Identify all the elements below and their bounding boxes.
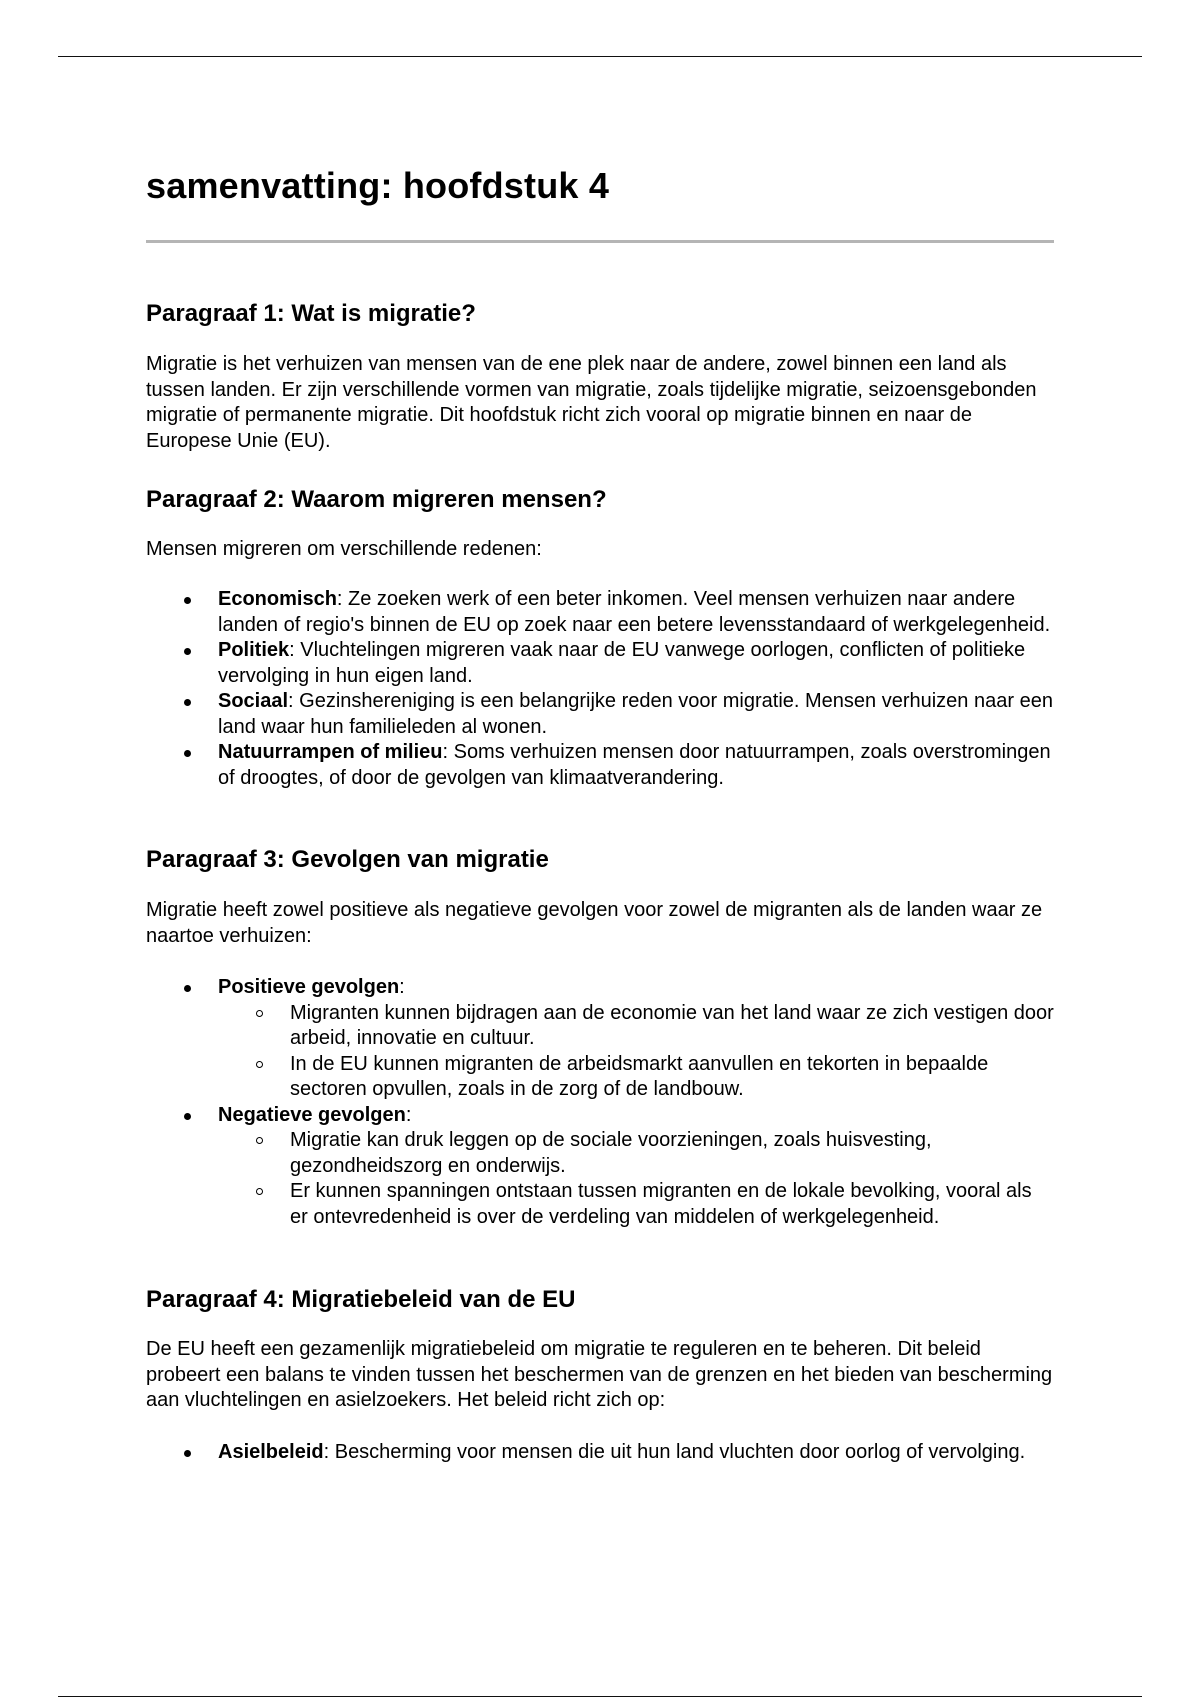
sub-list-item: Er kunnen spanningen ontstaan tussen migranten en de lokale bevolking, vooral als er ontevredenheid is over de verdeling van middelen of werkgelegenheid. xyxy=(146,1179,1054,1230)
section-1-heading: Paragraaf 1: Wat is migratie? xyxy=(146,300,476,327)
list-item xyxy=(146,587,1054,638)
list-item-term: Negatieve gevolgen xyxy=(218,1103,406,1126)
list-item-text: : Vluchtelingen migreren vaak naar de EU vanwege oorlogen, conflicten of politieke vervolging in hun eigen land. xyxy=(218,639,1026,687)
section-2-intro: Mensen migreren om verschillende redenen: xyxy=(146,538,542,560)
list-item xyxy=(146,1440,1054,1466)
list-item-text: : Gezinshereniging is een belangrijke reden voor migratie. Mensen verhuizen naar een land waar hun familieleden al wonen. xyxy=(218,690,1053,738)
list-item-term: Asielbeleid xyxy=(218,1441,324,1463)
page-bottom-rule xyxy=(58,1696,1142,1697)
list-item-term: Politiek xyxy=(218,639,290,661)
list-item-text: : Soms verhuizen mensen door natuurrampen, zoals overstromingen of droogtes, of door de gevolgen van klimaatverandering. xyxy=(218,741,1051,789)
list-item-text: : Bescherming voor mensen die uit hun land vluchten door oorlog of vervolging. xyxy=(323,1441,1026,1463)
sub-list xyxy=(218,1128,1054,1230)
list-item xyxy=(146,740,1054,791)
section-4-intro: De EU heeft een gezamenlijk migratiebeleid om migratie te reguleren en te beheren. Dit beleid probeert een balans te vinden tussen het beschermen van de grenzen en het bieden van bescherming aan vluchtelingen en asielzoekers. Het beleid richt zich op: xyxy=(146,1338,1053,1411)
list-item-text: : xyxy=(399,976,405,998)
list-item xyxy=(146,975,1054,1103)
sub-list-item: Migranten kunnen bijdragen aan de economie van het land waar ze zich vestigen door arbeid, innovatie en cultuur. xyxy=(146,1001,1054,1052)
list-item xyxy=(146,1103,1054,1231)
page-top-rule xyxy=(58,56,1142,57)
list-item-term: Economisch xyxy=(218,588,337,610)
sub-list xyxy=(218,1001,1054,1103)
section-3-heading: Paragraaf 3: Gevolgen van migratie xyxy=(146,846,549,873)
page-title: samenvatting: hoofdstuk 4 xyxy=(146,165,610,206)
section-4-heading: Paragraaf 4: Migratiebeleid van de EU xyxy=(146,1286,576,1313)
section-1-paragraph: Migratie is het verhuizen van mensen van de ene plek naar de andere, zowel binnen een land als tussen landen. Er zijn verschillende vormen van migratie, zoals tijdelijke migratie, seizoensgebonden migratie of permanente migratie. Dit hoofdstuk richt zich vooral op migratie binnen en naar de Europese Unie (EU). xyxy=(146,353,1037,452)
section-4-policy-list xyxy=(146,1440,1054,1466)
section-2-reasons-list xyxy=(146,587,1054,791)
list-item-term: Natuurrampen of milieu xyxy=(218,741,443,763)
list-item-text: : Ze zoeken werk of een beter inkomen. Veel mensen verhuizen naar andere landen of regio's binnen de EU op zoek naar een betere levensstandaard of werkgelegenheid. xyxy=(218,588,1051,636)
title-underline xyxy=(146,240,1054,243)
list-item xyxy=(146,638,1054,689)
section-3-effects-list xyxy=(146,975,1054,1230)
section-3-intro: Migratie heeft zowel positieve als negatieve gevolgen voor zowel de migranten als de landen waar ze naartoe verhuizen: xyxy=(146,899,1043,947)
list-item-term: Positieve gevolgen xyxy=(218,976,400,998)
list-item-text: : xyxy=(405,1103,412,1126)
list-item-term: Sociaal xyxy=(218,690,289,712)
section-2-heading: Paragraaf 2: Waarom migreren mensen? xyxy=(146,486,607,513)
sub-list-item: Migratie kan druk leggen op de sociale voorzieningen, zoals huisvesting, gezondheidszorg en onderwijs. xyxy=(146,1128,1054,1179)
list-item xyxy=(146,689,1054,740)
sub-list-item: In de EU kunnen migranten de arbeidsmarkt aanvullen en tekorten in bepaalde sectoren opvullen, zoals in de zorg of de landbouw. xyxy=(146,1052,1054,1103)
